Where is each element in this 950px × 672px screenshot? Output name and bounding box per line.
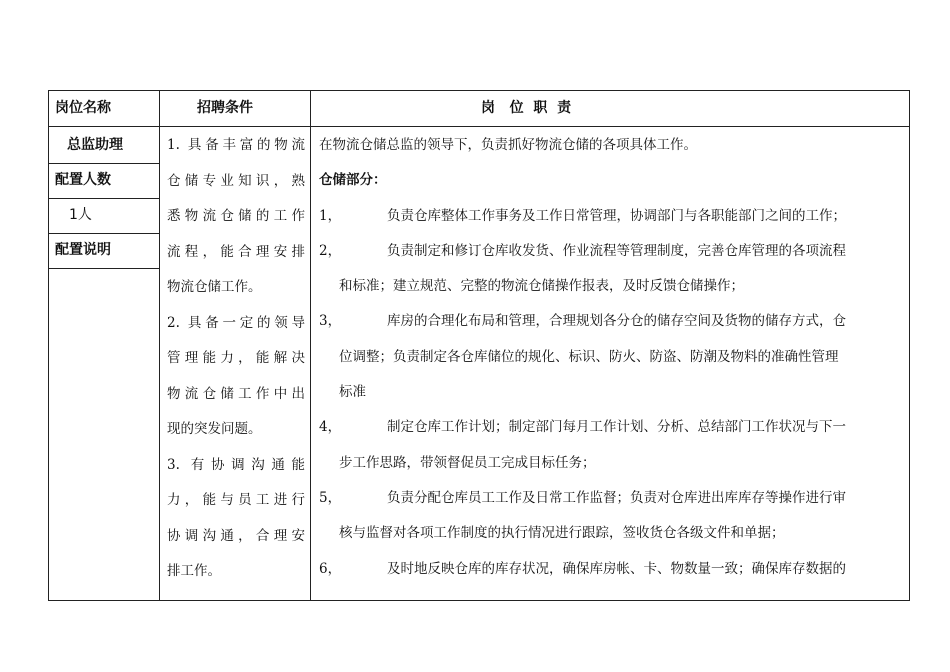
duty-text: 库房的合理化布局和管理，合理规划各分仓的储存空间及货物的储存方式，仓	[387, 313, 846, 330]
duty-text: 步工作思路，带领督促员工完成目标任务；	[339, 454, 596, 471]
column-divider-2	[310, 91, 311, 600]
duties-section-title: 仓储部分：	[319, 172, 387, 189]
header-requirements: 招聘条件	[197, 100, 253, 116]
requirement-line: 3. 有协调沟通能	[167, 456, 305, 473]
notes-label: 配置说明	[55, 242, 111, 258]
duty-line	[319, 304, 904, 339]
duty-text: 核与监督对各项工作制度的执行情况进行跟踪，签收货仓各级文件和单据；	[339, 525, 785, 542]
duty-text: 及时地反映仓库的库存状况，确保库房帐、卡、物数量一致；确保库存数据的	[387, 560, 846, 577]
duty-number: 2，	[319, 242, 342, 259]
header-divider	[49, 126, 909, 127]
duty-line	[319, 340, 904, 375]
duty-number: 4，	[319, 419, 342, 436]
duty-number: 5，	[319, 489, 342, 506]
requirement-line: 排工作。	[167, 563, 221, 579]
duty-line	[319, 199, 904, 234]
duty-text: 标准	[339, 384, 366, 401]
requirement-line: 物流仓储工作。	[167, 279, 262, 295]
duty-line	[319, 269, 904, 304]
duties-intro: 在物流仓储总监的领导下，负责抓好物流仓储的各项具体工作。	[319, 137, 697, 153]
duty-number: 6，	[319, 560, 342, 577]
duty-line	[319, 446, 904, 481]
requirement-line: 物流仓储工作中出	[167, 385, 305, 402]
requirement-line: 力，能与员工进行	[167, 492, 305, 508]
duty-line	[319, 234, 904, 269]
row-divider-4	[49, 268, 159, 269]
requirement-line: 流程，能合理安排	[167, 243, 305, 260]
header-duties: 岗 位 职 责	[481, 100, 572, 116]
requirement-line: 2. 具备一定的领导	[167, 314, 305, 331]
duty-text: 负责制定和修订仓库收发货、作业流程等管理制度，完善仓库管理的各项流程	[387, 242, 846, 259]
duty-number: 1，	[319, 207, 342, 224]
headcount-value: 1人	[69, 207, 92, 223]
headcount-label: 配置人数	[55, 172, 111, 188]
requirement-line: 仓储专业知识，熟	[167, 172, 305, 189]
requirement-line: 现的突发问题。	[167, 421, 262, 437]
requirement-line: 1. 具备丰富的物流	[167, 137, 305, 153]
requirement-line: 协调沟通，合理安	[167, 527, 305, 544]
duty-text: 制定仓库工作计划；制定部门每月工作计划、分析、总结部门工作状况与下一	[387, 419, 846, 436]
duty-text: 和标准；建立规范、完整的物流仓储操作报表，及时反馈仓储操作；	[339, 278, 744, 295]
duty-number: 3，	[319, 313, 342, 330]
duty-line	[319, 481, 904, 516]
header-position-name: 岗位名称	[55, 100, 111, 116]
duty-text: 位调整；负责制定各仓库储位的规化、标识、防火、防盗、防潮及物料的准确性管理	[339, 348, 839, 365]
duties-text	[319, 128, 904, 587]
requirements-text	[167, 128, 305, 590]
duty-line	[319, 552, 904, 587]
position-value: 总监助理	[67, 137, 123, 153]
duty-text: 负责仓库整体工作事务及工作日常管理，协调部门与各职能部门之间的工作；	[387, 207, 846, 224]
duty-line	[319, 516, 904, 551]
duty-line	[319, 375, 904, 410]
duty-line	[319, 410, 904, 445]
requirement-line: 悉物流仓储的工作	[167, 208, 305, 224]
job-description-table	[48, 90, 910, 601]
requirement-line: 管理能力，能解决	[167, 350, 305, 366]
duty-text: 负责分配仓库员工工作及日常工作监督；负责对仓库进出库库存等操作进行审	[387, 489, 846, 506]
